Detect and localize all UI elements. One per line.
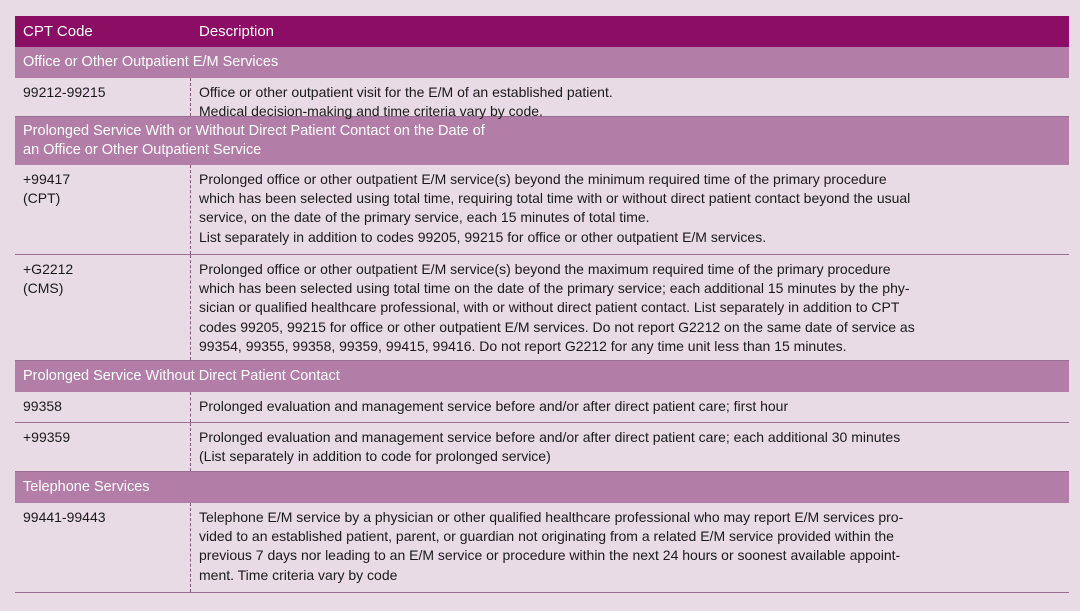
- row-description: Prolonged evaluation and management service before and/or after direct patient care; each additional 30 minutes (List separately in addition to code for prolonged service): [199, 429, 901, 465]
- table-row: [15, 255, 1069, 361]
- row-description: Telephone E/M service by a physician or other qualified healthcare professional who may report E/M services pro- vided to an established patient, parent, or guardian not originating from a related E/M service provided within the previous 7 days nor leading to an E/M service or procedure within the next 24 hours or soonest available appoint- ment. Time criteria vary by code: [199, 509, 904, 583]
- table-row: [15, 78, 1069, 120]
- row-description: Prolonged evaluation and management service before and/or after direct patient care; first hour: [199, 398, 789, 414]
- row-description: Office or other outpatient visit for the E/M of an established patient. Medical decision-making and time criteria vary by code.: [199, 84, 613, 120]
- table-row: [15, 503, 1069, 593]
- table-row: [15, 423, 1069, 472]
- cpt-code-table: [15, 16, 1069, 593]
- table-row: [15, 392, 1069, 423]
- row-code: +99359: [15, 423, 191, 471]
- row-code: +99417 (CPT): [15, 165, 191, 254]
- row-description: Prolonged office or other outpatient E/M service(s) beyond the minimum required time of the primary procedure which has been selected using total time, requiring total time with or without direct patient contact beyond the usual service, on the date of the primary service, each 15 minutes of total time. List separately in addition to codes 99205, 99215 for office or other outpatient E/M services.: [199, 171, 911, 245]
- section-telephone-services: Telephone Services: [15, 472, 1069, 503]
- section-prolonged-without-contact: Prolonged Service Without Direct Patient Contact: [15, 361, 1069, 392]
- row-description: Prolonged office or other outpatient E/M service(s) beyond the maximum required time of the primary procedure which has been selected using total time on the date of the primary service; each additional 15 minutes by the phy- sician or qualified healthcare professional, with or without direct patient contact. List separately in addition to CPT codes 99205, 99215 for office or other outpatient E/M services. Do not report G2212 on the same date of service as 99354, 99355, 99358, 99359, 99415, 99416. Do not report G2212 for any time unit less than 15 minutes.: [199, 261, 915, 354]
- header-cpt-code: CPT Code: [23, 23, 93, 40]
- section-office-outpatient: Office or Other Outpatient E/M Services: [15, 47, 1069, 78]
- table-row: [15, 165, 1069, 255]
- row-code: 99212-99215: [15, 78, 191, 116]
- table-header: [15, 16, 1069, 47]
- section-prolonged-with-or-without-contact: Prolonged Service With or Without Direct Patient Contact on the Date of an Office or Other Outpatient Service: [15, 117, 1069, 165]
- row-code: 99441-99443: [15, 503, 191, 592]
- header-description: Description: [199, 23, 275, 40]
- row-code: +G2212 (CMS): [15, 255, 191, 360]
- row-code: 99358: [15, 392, 191, 422]
